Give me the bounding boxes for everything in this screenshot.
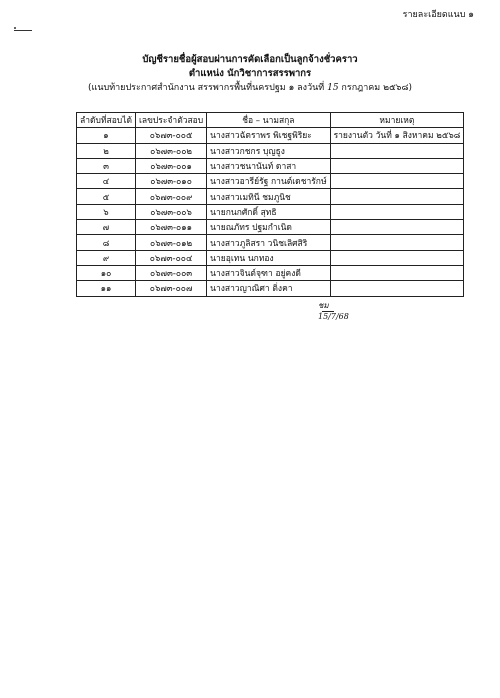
cell-exam-id: ๐๖๗๓-๐๐๖ xyxy=(135,204,206,219)
cell-rank: ๔ xyxy=(77,174,136,189)
attachment-label: รายละเอียดแนบ ๑ xyxy=(402,10,474,20)
cell-name: นายอุเทน นกทอง xyxy=(207,250,330,265)
table-row xyxy=(77,189,464,204)
cell-rank: ๙ xyxy=(77,250,136,265)
column-header-name: ชื่อ – นามสกุล xyxy=(207,113,330,128)
cell-note xyxy=(330,265,464,280)
document-title: บัญชีรายชื่อผู้สอบผ่านการคัดเลือกเป็นลูกจ้างชั่วคราว xyxy=(142,54,358,65)
cell-exam-id: ๐๖๗๓-๐๐๔ xyxy=(135,250,206,265)
reference-suffix: กรกฎาคม ๒๕๖๘) xyxy=(341,83,412,93)
table-row xyxy=(77,281,464,296)
column-header-rank: ลำดับที่สอบได้ xyxy=(77,113,136,128)
cell-name: นางสาวญาณิศา ติ่งคา xyxy=(207,281,330,296)
cell-note xyxy=(330,174,464,189)
signature-initials: ชม xyxy=(318,301,329,310)
table-header-row xyxy=(77,113,464,128)
table-row xyxy=(77,174,464,189)
scan-mark-line xyxy=(14,30,32,31)
cell-rank: ๘ xyxy=(77,235,136,250)
cell-exam-id: ๐๖๗๓-๐๑๒ xyxy=(135,235,206,250)
cell-rank: ๑๑ xyxy=(77,281,136,296)
cell-exam-id: ๐๖๗๓-๐๑๑ xyxy=(135,220,206,235)
table-row xyxy=(77,220,464,235)
cell-note xyxy=(330,235,464,250)
cell-exam-id: ๐๖๗๓-๐๐๒ xyxy=(135,143,206,158)
reference-day: 15 xyxy=(327,83,339,93)
cell-exam-id: ๐๖๗๓-๐๑๐ xyxy=(135,174,206,189)
document-subtitle: ตำแหน่ง นักวิชาการสรรพากร xyxy=(188,68,312,79)
signature-date: 15/7/68 xyxy=(318,312,349,321)
cell-name: นางสาวกชกร บุญธูง xyxy=(207,143,330,158)
cell-name: นายณภัทร ปฐมกำเนิด xyxy=(207,220,330,235)
cell-exam-id: ๐๖๗๓-๐๐๓ xyxy=(135,265,206,280)
cell-rank: ๓ xyxy=(77,158,136,173)
cell-note xyxy=(330,204,464,219)
cell-name: นางสาวอารีย์รัฐ กานต์เดชารักษ์ xyxy=(207,174,330,189)
cell-exam-id: ๐๖๗๓-๐๐๙ xyxy=(135,189,206,204)
cell-name: นายกนกศักดิ์ สุทธิ xyxy=(207,204,330,219)
reference-prefix: (แนบท้ายประกาศสำนักงาน สรรพากรพื้นที่นครปฐม ๑ ลงวันที่ xyxy=(88,83,325,93)
cell-rank: ๖ xyxy=(77,204,136,219)
cell-name: นางสาวฉัตราพร พิเชฐพิริยะ xyxy=(207,128,330,143)
cell-rank: ๑ xyxy=(77,128,136,143)
cell-name: นางสาวชนานันท์ ดาสา xyxy=(207,158,330,173)
cell-note: รายงานตัว วันที่ ๑ สิงหาคม ๒๕๖๘ xyxy=(330,128,464,143)
table-row xyxy=(77,250,464,265)
cell-exam-id: ๐๖๗๓-๐๐๕ xyxy=(135,128,206,143)
table-row xyxy=(77,265,464,280)
cell-name: นางสาวเมทินี ชมภูนิช xyxy=(207,189,330,204)
cell-rank: ๒ xyxy=(77,143,136,158)
cell-note xyxy=(330,250,464,265)
table-row xyxy=(77,143,464,158)
cell-rank: ๑๐ xyxy=(77,265,136,280)
column-header-exam-id: เลขประจำตัวสอบ xyxy=(135,113,206,128)
cell-exam-id: ๐๖๗๓-๐๐๗ xyxy=(135,281,206,296)
cell-exam-id: ๐๖๗๓-๐๐๑ xyxy=(135,158,206,173)
table-row xyxy=(77,204,464,219)
cell-name: นางสาวจินต์จุฑา อยู่คงดี xyxy=(207,265,330,280)
column-header-note: หมายเหตุ xyxy=(330,113,464,128)
handwritten-signature xyxy=(318,301,349,321)
cell-name: นางสาวภูลิสรา วนิชเลิศสิริ xyxy=(207,235,330,250)
table-row xyxy=(77,158,464,173)
cell-note xyxy=(330,143,464,158)
table-row xyxy=(77,128,464,143)
document-reference xyxy=(0,80,500,94)
table-row xyxy=(77,235,464,250)
cell-note xyxy=(330,220,464,235)
results-table xyxy=(76,112,464,297)
scan-mark xyxy=(14,27,16,29)
cell-rank: ๕ xyxy=(77,189,136,204)
cell-rank: ๗ xyxy=(77,220,136,235)
cell-note xyxy=(330,158,464,173)
cell-note xyxy=(330,281,464,296)
cell-note xyxy=(330,189,464,204)
